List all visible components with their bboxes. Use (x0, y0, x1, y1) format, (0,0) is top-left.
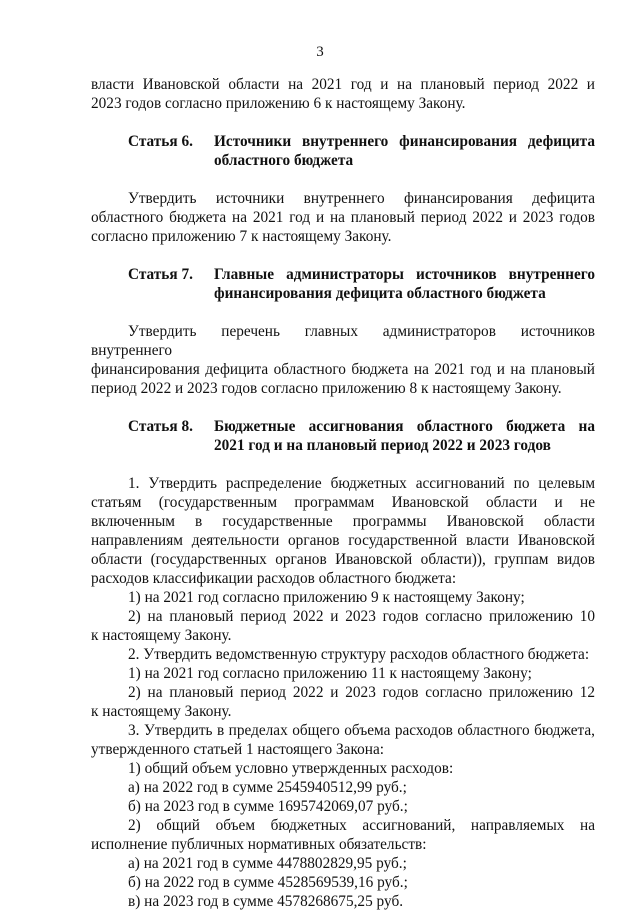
p3-item-2b: б) на 2022 год в сумме 4528569539,16 руб.; (128, 874, 408, 891)
article-6-title-1: Источники внутреннего финансирования дефицита (214, 133, 595, 150)
p1-line-5: области (государственных органов Ивановской области)), группам видов (91, 551, 595, 568)
p1-line-2: статьям (государственным программам Ивановской области и не (91, 494, 595, 511)
p3-item-2a: а) на 2021 год в сумме 4478802829,95 руб.; (128, 855, 407, 872)
article-6-body-3: согласно приложению 7 к настоящему Закону. (91, 228, 392, 245)
p1-item-2-line-1: 2) на плановый период 2022 и 2023 годов согласно приложению 10 (128, 608, 595, 625)
p3-item-1a: а) на 2022 год в сумме 2545940512,99 руб.; (128, 779, 407, 796)
intro-line-1: власти Ивановской области на 2021 год и на плановый период 2022 и (91, 76, 595, 93)
article-8-title-2: 2021 год и на плановый период 2022 и 2023 годов (214, 437, 551, 454)
p1-item-2-line-2: к настоящему Закону. (91, 627, 232, 644)
p3-item-1b: б) на 2023 год в сумме 1695742069,07 руб.; (128, 798, 408, 815)
p2-line: 2. Утвердить ведомственную структуру расходов областного бюджета: (128, 646, 590, 663)
article-7-body-2: финансирования дефицита областного бюджета на 2021 год и на плановый (91, 361, 595, 378)
p1-line-4: направлениям деятельности органов государственной власти Ивановской (91, 532, 595, 549)
article-7-title-1: Главные администраторы источников внутреннего (214, 266, 595, 283)
article-8-title-1: Бюджетные ассигнования областного бюджета на (214, 418, 595, 435)
article-7-title-2: финансирования дефицита областного бюджета (214, 285, 546, 302)
p2-item-2-line-2: к настоящему Закону. (91, 703, 232, 720)
p3-item-2-line-2: исполнение публичных нормативных обязательств: (91, 836, 427, 853)
p3-line-1: 3. Утвердить в пределах общего объема расходов областного бюджета, (128, 722, 595, 739)
article-6-body-1: Утвердить источники внутреннего финансирования дефицита (128, 190, 595, 207)
article-6-heading (91, 132, 595, 170)
page-number: 3 (316, 44, 324, 60)
p2-item-1: 1) на 2021 год согласно приложению 11 к настоящему Закону; (128, 665, 532, 682)
article-6-title-2: областного бюджета (214, 152, 354, 169)
p3-item-2c: в) на 2023 год в сумме 4578268675,25 руб. (128, 893, 404, 910)
p2-item-2-line-1: 2) на плановый период 2022 и 2023 годов согласно приложению 12 (128, 684, 595, 701)
intro-line-2: 2023 годов согласно приложению 6 к настоящему Закону. (91, 95, 466, 112)
article-7-label: Статья 7. (128, 266, 193, 283)
p1-line-1: 1. Утвердить распределение бюджетных ассигнований по целевым (128, 475, 595, 492)
article-8-heading (91, 417, 595, 455)
article-7-body-3: период 2022 и 2023 годов согласно приложению 8 к настоящему Закону. (91, 380, 562, 397)
document-body (91, 75, 595, 911)
p3-item-1: 1) общий объем условно утвержденных расходов: (128, 760, 454, 777)
p3-line-2: утвержденного статьей 1 настоящего Закона: (91, 741, 384, 758)
article-7-body-1: Утвердить перечень главных администраторов источников внутреннего (91, 323, 595, 359)
article-6-label: Статья 6. (128, 133, 193, 150)
p3-item-2-line-1: 2) общий объем бюджетных ассигнований, направляемых на (128, 817, 595, 834)
p1-line-3: включенным в государственные программы Ивановской области (91, 513, 595, 530)
article-7-heading (91, 265, 595, 303)
article-8-label: Статья 8. (128, 418, 193, 435)
p1-item-1: 1) на 2021 год согласно приложению 9 к настоящему Закону; (128, 589, 525, 606)
article-6-body-2: областного бюджета на 2021 год и на плановый период 2022 и 2023 годов (91, 209, 595, 226)
p1-line-6: расходов классификации расходов областного бюджета: (91, 570, 457, 587)
